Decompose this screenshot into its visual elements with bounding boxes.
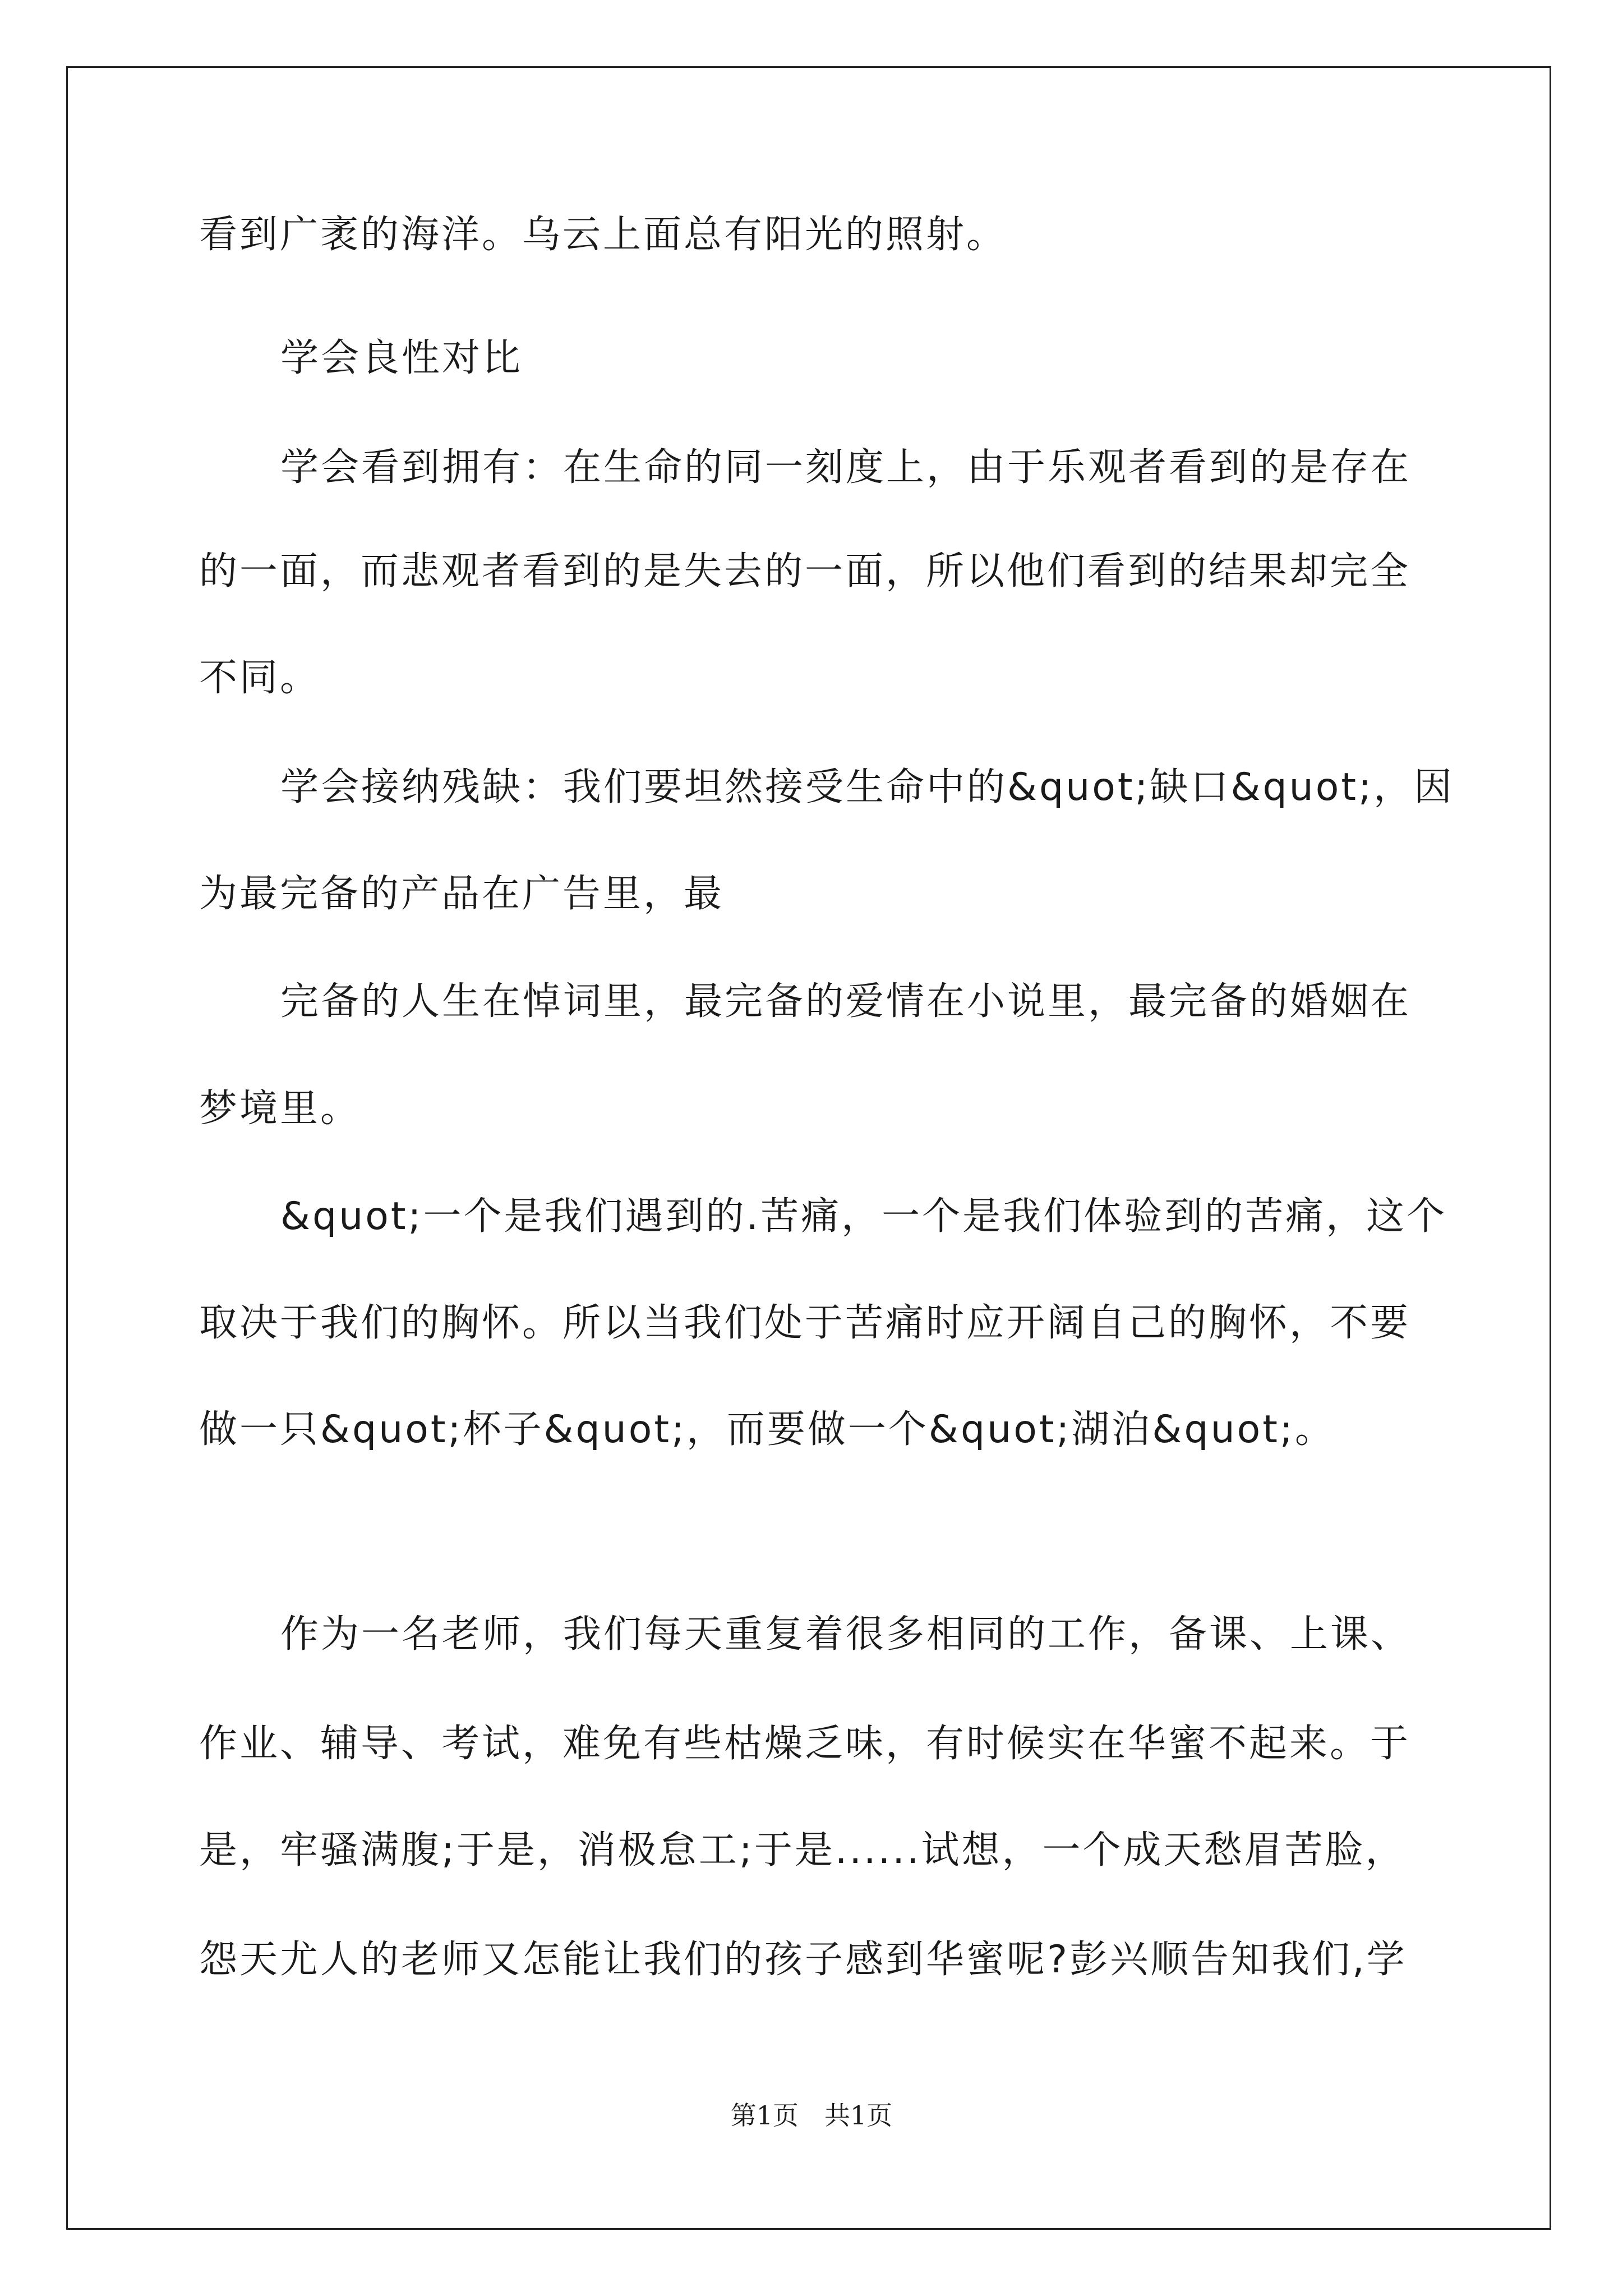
text-line: 梦境里。 [199,1087,361,1131]
text-line: 学会良性对比 [280,336,523,380]
text-line: 完备的人生在悼词里，最完备的爱情在小说里，最完备的婚姻在 [280,979,1412,1024]
text-line: 的一面，而悲观者看到的是失去的一面，所以他们看到的结果却完全 [199,549,1411,593]
text-line: 是，牢骚满腹;于是，消极怠工;于是......试想，一个成天愁眉苦脸， [199,1828,1406,1872]
text-line: 做一只&quot;杯子&quot;，而要做一个&quot;湖泊&quot;。 [199,1407,1335,1452]
text-line: 为最完备的产品在广告里，最 [199,872,725,916]
text-line: 看到广袤的海洋。乌云上面总有阳光的照射。 [199,213,1007,257]
page-footer: 第1页 共1页 [730,2100,893,2131]
text-line: 作为一名老师，我们每天重复着很多相同的工作，备课、上课、 [280,1612,1412,1657]
text-line: 学会看到拥有：在生命的同一刻度上，由于乐观者看到的是存在 [280,445,1412,490]
text-line: 取决于我们的胸怀。所以当我们处于苦痛时应开阔自己的胸怀，不要 [199,1301,1411,1345]
text-line: 不同。 [199,656,321,700]
text-line: 作业、辅导、考试，难免有些枯燥乏味，有时候实在华蜜不起来。于 [199,1722,1411,1766]
text-line: &quot;一个是我们遇到的.苦痛，一个是我们体验到的苦痛，这个 [280,1194,1447,1239]
page-border [66,66,1551,2230]
text-line: 怨天尤人的老师又怎能让我们的孩子感到华蜜呢?彭兴顺告知我们,学 [199,1938,1407,1982]
text-line: 学会接纳残缺：我们要坦然接受生命中的&quot;缺口&quot;，因 [280,765,1454,809]
